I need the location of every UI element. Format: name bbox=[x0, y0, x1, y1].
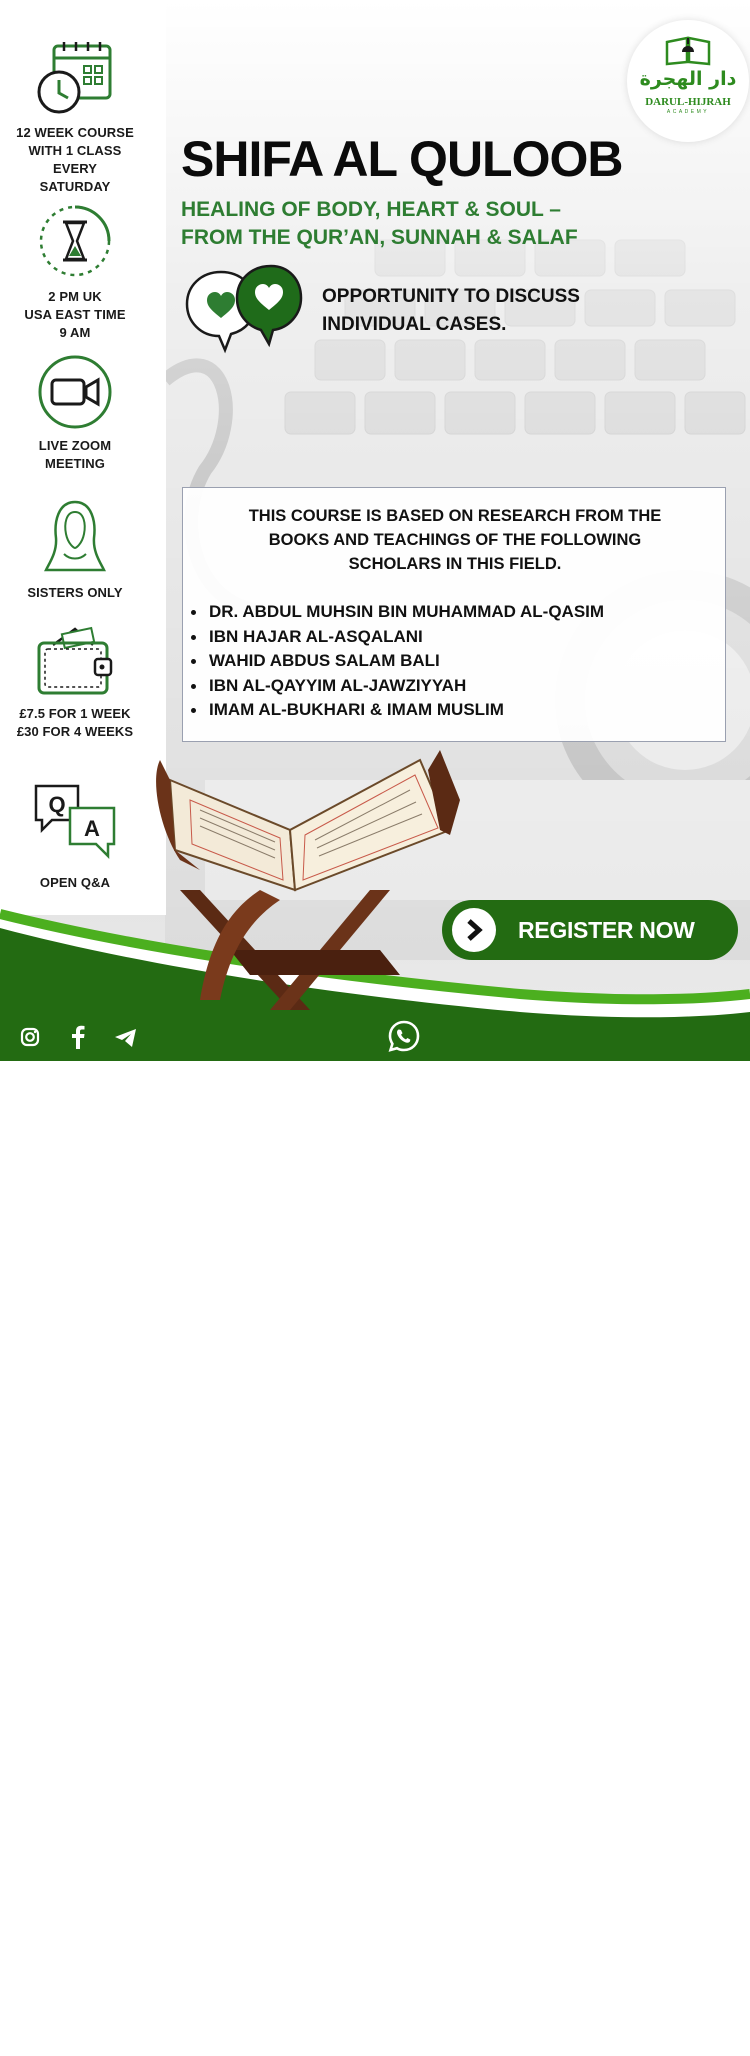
heart-chat-bubbles-icon bbox=[185, 264, 305, 354]
qa-text: OPEN Q&A bbox=[39, 875, 111, 890]
phone-number[interactable]: +44 7912356593 bbox=[426, 2031, 562, 2051]
list-item: IMAM AL-BUKHARI & IMAM MUSLIM bbox=[191, 698, 604, 723]
list-item: IBN HAJAR AL-ASQALANI bbox=[191, 625, 604, 650]
scholars-intro: THIS COURSE IS BASED ON RESEARCH FROM THE BOOKS AND TEACHINGS OF THE FOLLOWING SCHOLARS IN THIS FIELD. bbox=[248, 507, 662, 573]
sidebar-item-price bbox=[0, 625, 150, 741]
telegram-icon[interactable] bbox=[114, 1028, 138, 1048]
list-item: IBN AL-QAYYIM AL-JAWZIYYAH bbox=[191, 674, 604, 699]
sisters-text: SISTERS ONLY bbox=[27, 585, 123, 600]
scholars-box bbox=[182, 487, 726, 742]
social-handle[interactable]: darulhijrahacademy bbox=[157, 2033, 323, 2054]
qa-bubbles-icon bbox=[30, 782, 120, 862]
sidebar-item-schedule bbox=[0, 40, 150, 196]
book-mosque-icon bbox=[665, 32, 711, 66]
sidebar-item-time bbox=[0, 202, 150, 342]
logo-arabic: دار الهجرة bbox=[639, 68, 737, 90]
footer-contact bbox=[0, 1005, 750, 2054]
scholars-list bbox=[191, 600, 604, 723]
page-title: SHIFA AL QULOOB bbox=[181, 131, 623, 187]
register-icon-circle bbox=[452, 908, 496, 952]
chevron-right-icon bbox=[464, 918, 486, 942]
logo-english: DARUL-HIJRAH bbox=[645, 96, 731, 108]
register-now-button[interactable] bbox=[442, 900, 738, 960]
academy-logo bbox=[627, 20, 749, 142]
hourglass-icon bbox=[37, 202, 113, 280]
facebook-icon[interactable] bbox=[70, 1025, 86, 1049]
sidebar-item-qa bbox=[0, 782, 150, 892]
logo-subtitle: ACADEMY bbox=[666, 109, 710, 115]
whatsapp-icon[interactable] bbox=[387, 1019, 421, 1053]
veiled-woman-icon bbox=[44, 498, 106, 572]
video-camera-icon bbox=[36, 353, 114, 431]
discuss-text: OPPORTUNITY TO DISCUSS INDIVIDUAL CASES. bbox=[322, 286, 580, 335]
schedule-text: 12 WEEK COURSE WITH 1 CLASS EVERY SATURDAY bbox=[16, 125, 134, 194]
sidebar-item-zoom bbox=[0, 353, 150, 473]
page-subtitle: HEALING OF BODY, HEART & SOUL – FROM THE QUR’AN, SUNNAH & SALAF bbox=[181, 198, 578, 249]
list-item: DR. ABDUL MUHSIN BIN MUHAMMAD AL-QASIM bbox=[191, 600, 604, 625]
time-text: 2 PM UK USA EAST TIME 9 AM bbox=[24, 289, 126, 340]
zoom-text: LIVE ZOOM MEETING bbox=[38, 438, 112, 471]
instagram-icon[interactable] bbox=[20, 1027, 40, 1047]
register-label: REGISTER NOW bbox=[518, 917, 695, 943]
list-item: WAHID ABDUS SALAM BALI bbox=[191, 649, 604, 674]
wallet-icon bbox=[35, 625, 115, 697]
calendar-clock-icon bbox=[34, 40, 116, 120]
price-text: £7.5 FOR 1 WEEK £30 FOR 4 WEEKS bbox=[16, 706, 134, 739]
svg-text:Q: Q bbox=[48, 792, 66, 817]
sidebar-item-sisters bbox=[0, 498, 150, 602]
svg-text:A: A bbox=[84, 816, 100, 841]
quran-on-stand-image bbox=[140, 740, 470, 1040]
